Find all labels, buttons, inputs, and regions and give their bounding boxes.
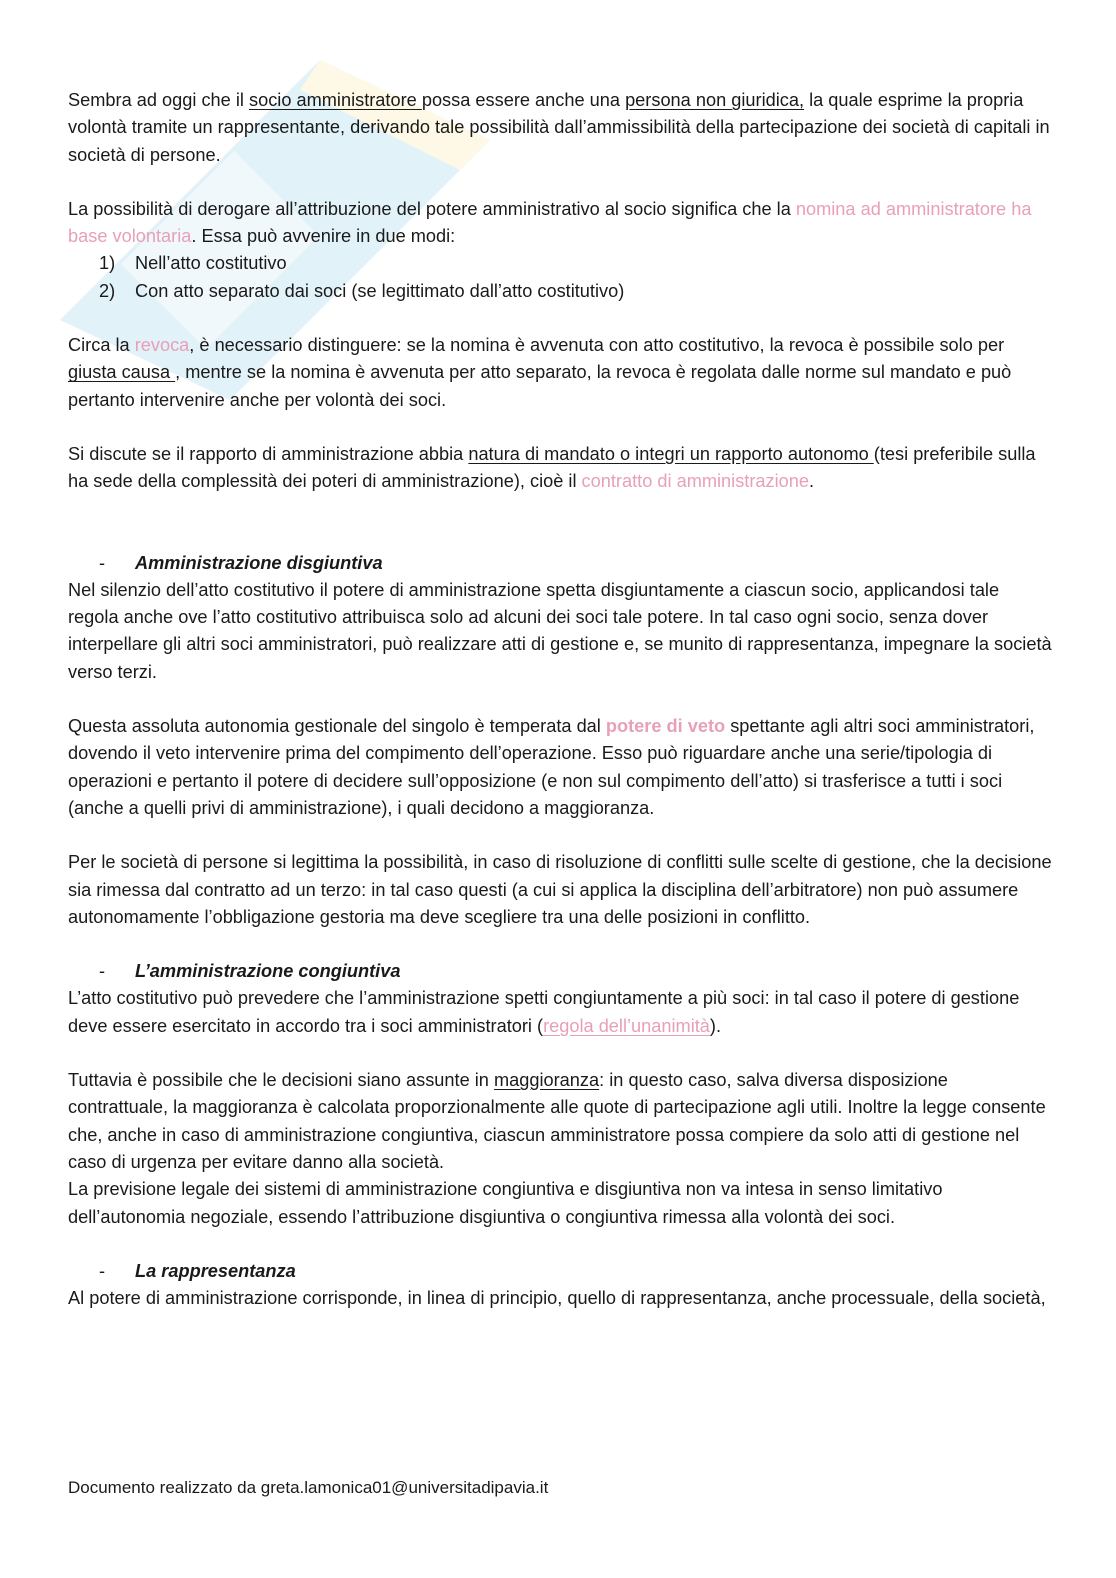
paragraph-nomina: La possibilità di derogare all’attribuzione del potere amministrativo al socio significa che la nomina ad amministratore ha base volontaria. Essa può avvenire in due modi: (68, 198, 1032, 247)
paragraph-socio-amministratore: Sembra ad oggi che il socio amministratore possa essere anche una persona non giuridica, la quale esprime la propria volontà tramite un rappresentante, derivando tale possibilità dall’ammissibilità della partecipazione dei società di capitali in società di persone. (68, 90, 1050, 165)
paragraph-rapporto: Si discute se il rapporto di amministrazione abbia natura di mandato o integri un rapporto autonomo (tesi preferibile sulla ha sede della complessità dei poteri di amministrazione), cioè il contratto di amministrazione. (68, 443, 1036, 492)
paragraph-arbitratore: Per le società di persone si legittima la possibilità, in caso di risoluzione di conflitti sulle scelte di gestione, che la decisione sia rimessa dal contratto ad un terzo: in tal caso questi (a cui si applica la disciplina dell’arbitratore) non può assumere autonomamente l’obbligazione gestoria ma deve scegliere tra una delle posizioni in conflitto. (68, 852, 1052, 927)
paragraph-revoca: Circa la revoca, è necessario distinguere: se la nomina è avvenuta con atto costitutivo, la revoca è possibile solo per giusta causa , mentre se la nomina è avvenuta per atto separato, la revoca è regolata dalle norme sul mandato e può pertanto intervenire anche per volontà dei soci. (68, 335, 1012, 410)
paragraph-veto: Questa assoluta autonomia gestionale del singolo è temperata dal potere di veto spettante agli altri soci amministratori, dovendo il veto intervenire prima del compimento dell’operazione. Esso può riguardare anche una serie/tipologia di operazioni e pertanto il potere di decidere sull’opposizione (e non sul compimento dell’atto) si trasferisce a tutti i soci (anche a quelli privi di amministrazione), i quali decidono a maggioranza. (68, 716, 1035, 818)
list-item: 1) Nell’atto costitutivo (99, 253, 287, 274)
footer-author: Documento realizzato da greta.lamonica01@universitadipavia.it (68, 1478, 549, 1497)
heading-rappresentanza: - La rappresentanza (99, 1260, 296, 1281)
paragraph-congiuntiva: L’atto costitutivo può prevedere che l’amministrazione spetti congiuntamente a più soci: in tal caso il potere di gestione deve essere esercitato in accordo tra i soci amministratori (regola dell’unanimità). (68, 988, 1020, 1036)
paragraph-disgiuntiva: Nel silenzio dell’atto costitutivo il potere di amministrazione spetta disgiuntamente a ciascun socio, applicandosi tale regola anche ove l’atto costitutivo attribuisca solo ad alcuni dei soci tale potere. In tal caso ogni socio, senza dover interpellare gli altri soci amministratori, può realizzare atti di gestione e, se munito di rappresentanza, impegnare la società verso terzi. (68, 579, 1052, 682)
paragraph-rappresentanza: Al potere di amministrazione corrisponde, in linea di principio, quello di rappresentanza, anche processuale, della società, (68, 1288, 1046, 1309)
nomina-modes-list (68, 250, 1053, 305)
paragraph-previsione-legale: La previsione legale dei sistemi di amministrazione congiuntiva e disgiuntiva non va intesa in senso limitativo dell’autonomia negoziale, essendo l’attribuzione disgiuntiva o congiuntiva rimessa alla volontà dei soci. (68, 1179, 943, 1227)
list-item: 2) Con atto separato dai soci (se legittimato dall’atto costitutivo) (99, 280, 625, 301)
heading-amministrazione-congiuntiva: - L’amministrazione congiuntiva (99, 961, 401, 982)
document-body (68, 87, 1053, 1312)
heading-amministrazione-disgiuntiva: - Amministrazione disgiuntiva (99, 552, 383, 573)
paragraph-maggioranza: Tuttavia è possibile che le decisioni siano assunte in maggioranza: in questo caso, salva diversa disposizione contrattuale, la maggioranza è calcolata proporzionalmente alle quote di partecipazione agli utili. Inoltre la legge consente che, anche in caso di amministrazione congiuntiva, ciascun amministratore possa compiere da solo atti di gestione nel caso di urgenza per evitare danno alla società. (68, 1070, 1046, 1172)
